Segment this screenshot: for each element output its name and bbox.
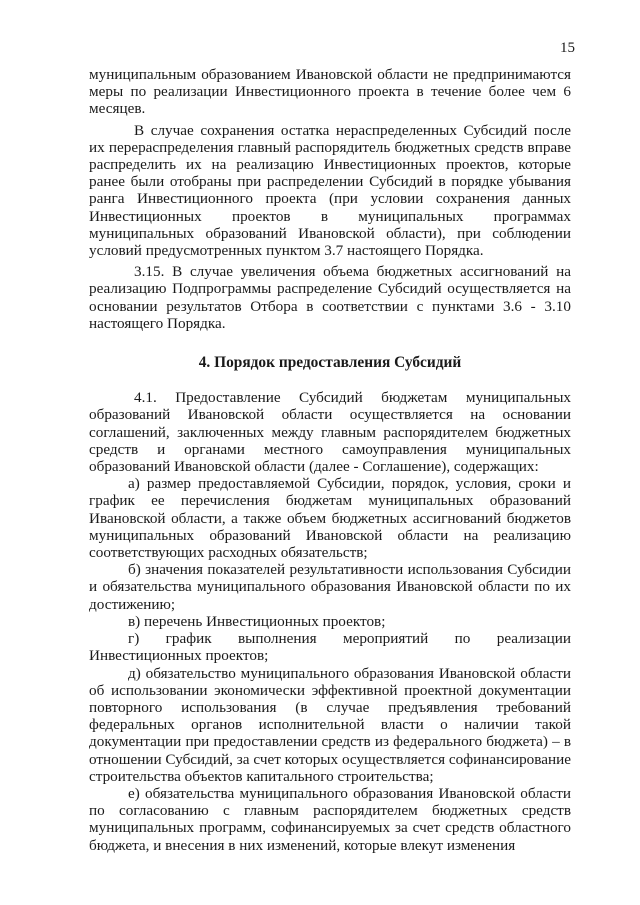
page-number: 15 [560,40,575,56]
paragraph-3-15: 3.15. В случае увеличения объема бюджетных ассигнований на реализацию Подпрограммы распределение Субсидий осуществляется на основании результатов Отбора в соответствии с пунктами 3.6 - 3.10 настоящего Порядка. [89,263,571,332]
list-item-b: б) значения показателей результативности использования Субсидии и обязательства муниципального образования Ивановской области по их достижению; [89,561,571,613]
list-item-v: в) перечень Инвестиционных проектов; [128,612,386,630]
section-heading: 4. Порядок предоставления Субсидий [198,354,462,372]
paragraph-continuation: муниципальным образованием Ивановской области не предпринимаются меры по реализации Инвестиционного проекта в течение более чем 6 месяцев. [89,66,571,118]
list-item-e: е) обязательства муниципального образования Ивановской области по согласованию с главным распорядителем бюджетных средств муниципальных программ, софинансируемых за счет средств областного бюджета, и внесения в них изменений, которые влекут изменения [89,784,571,854]
list-item-g: г) график выполнения мероприятий по реализации Инвестиционных проектов; [89,630,571,665]
paragraph-4-1: 4.1. Предоставление Субсидий бюджетам муниципальных образований Ивановской области осуществляется на основании соглашений, заключенных между главным распорядителем бюджетных средств и органами местного самоуправления муниципальных образований Ивановской области (далее - Соглашение), содержащих: [89,389,571,476]
paragraph-remaining-subsidies: В случае сохранения остатка нераспределенных Субсидий после их перераспределения главный распорядитель бюджетных средств вправе распределить их на реализацию Инвестиционных проектов, которые ранее были отобраны при распределении Субсидий в порядке убывания ранга Инвестиционного проекта (при условии сохранения данных Инвестиционных проектов в муниципальных программах муниципальных образований Ивановской области), при соблюдении условий предусмотренных пунктом 3.7 настоящего Порядка. [89,121,571,260]
document-body [89,66,571,854]
list-item-d: д) обязательство муниципального образования Ивановской области об использовании экономически эффективной проектной документации повторного использования (в случае предъявления требований федеральных органов исполнительной власти о наличии такой документации при предоставлении средств из федерального бюджета) – в отношении Субсидий, за счет которых осуществляется софинансирование строительства объектов капитального строительства; [89,664,571,785]
list-item-a: а) размер предоставляемой Субсидии, порядок, условия, сроки и график ее перечисления бюджетам муниципальных образований Ивановской области, а также объем бюджетных ассигнований бюджетов муниципальных образований Ивановской области на реализацию соответствующих расходных обязательств; [89,475,571,562]
